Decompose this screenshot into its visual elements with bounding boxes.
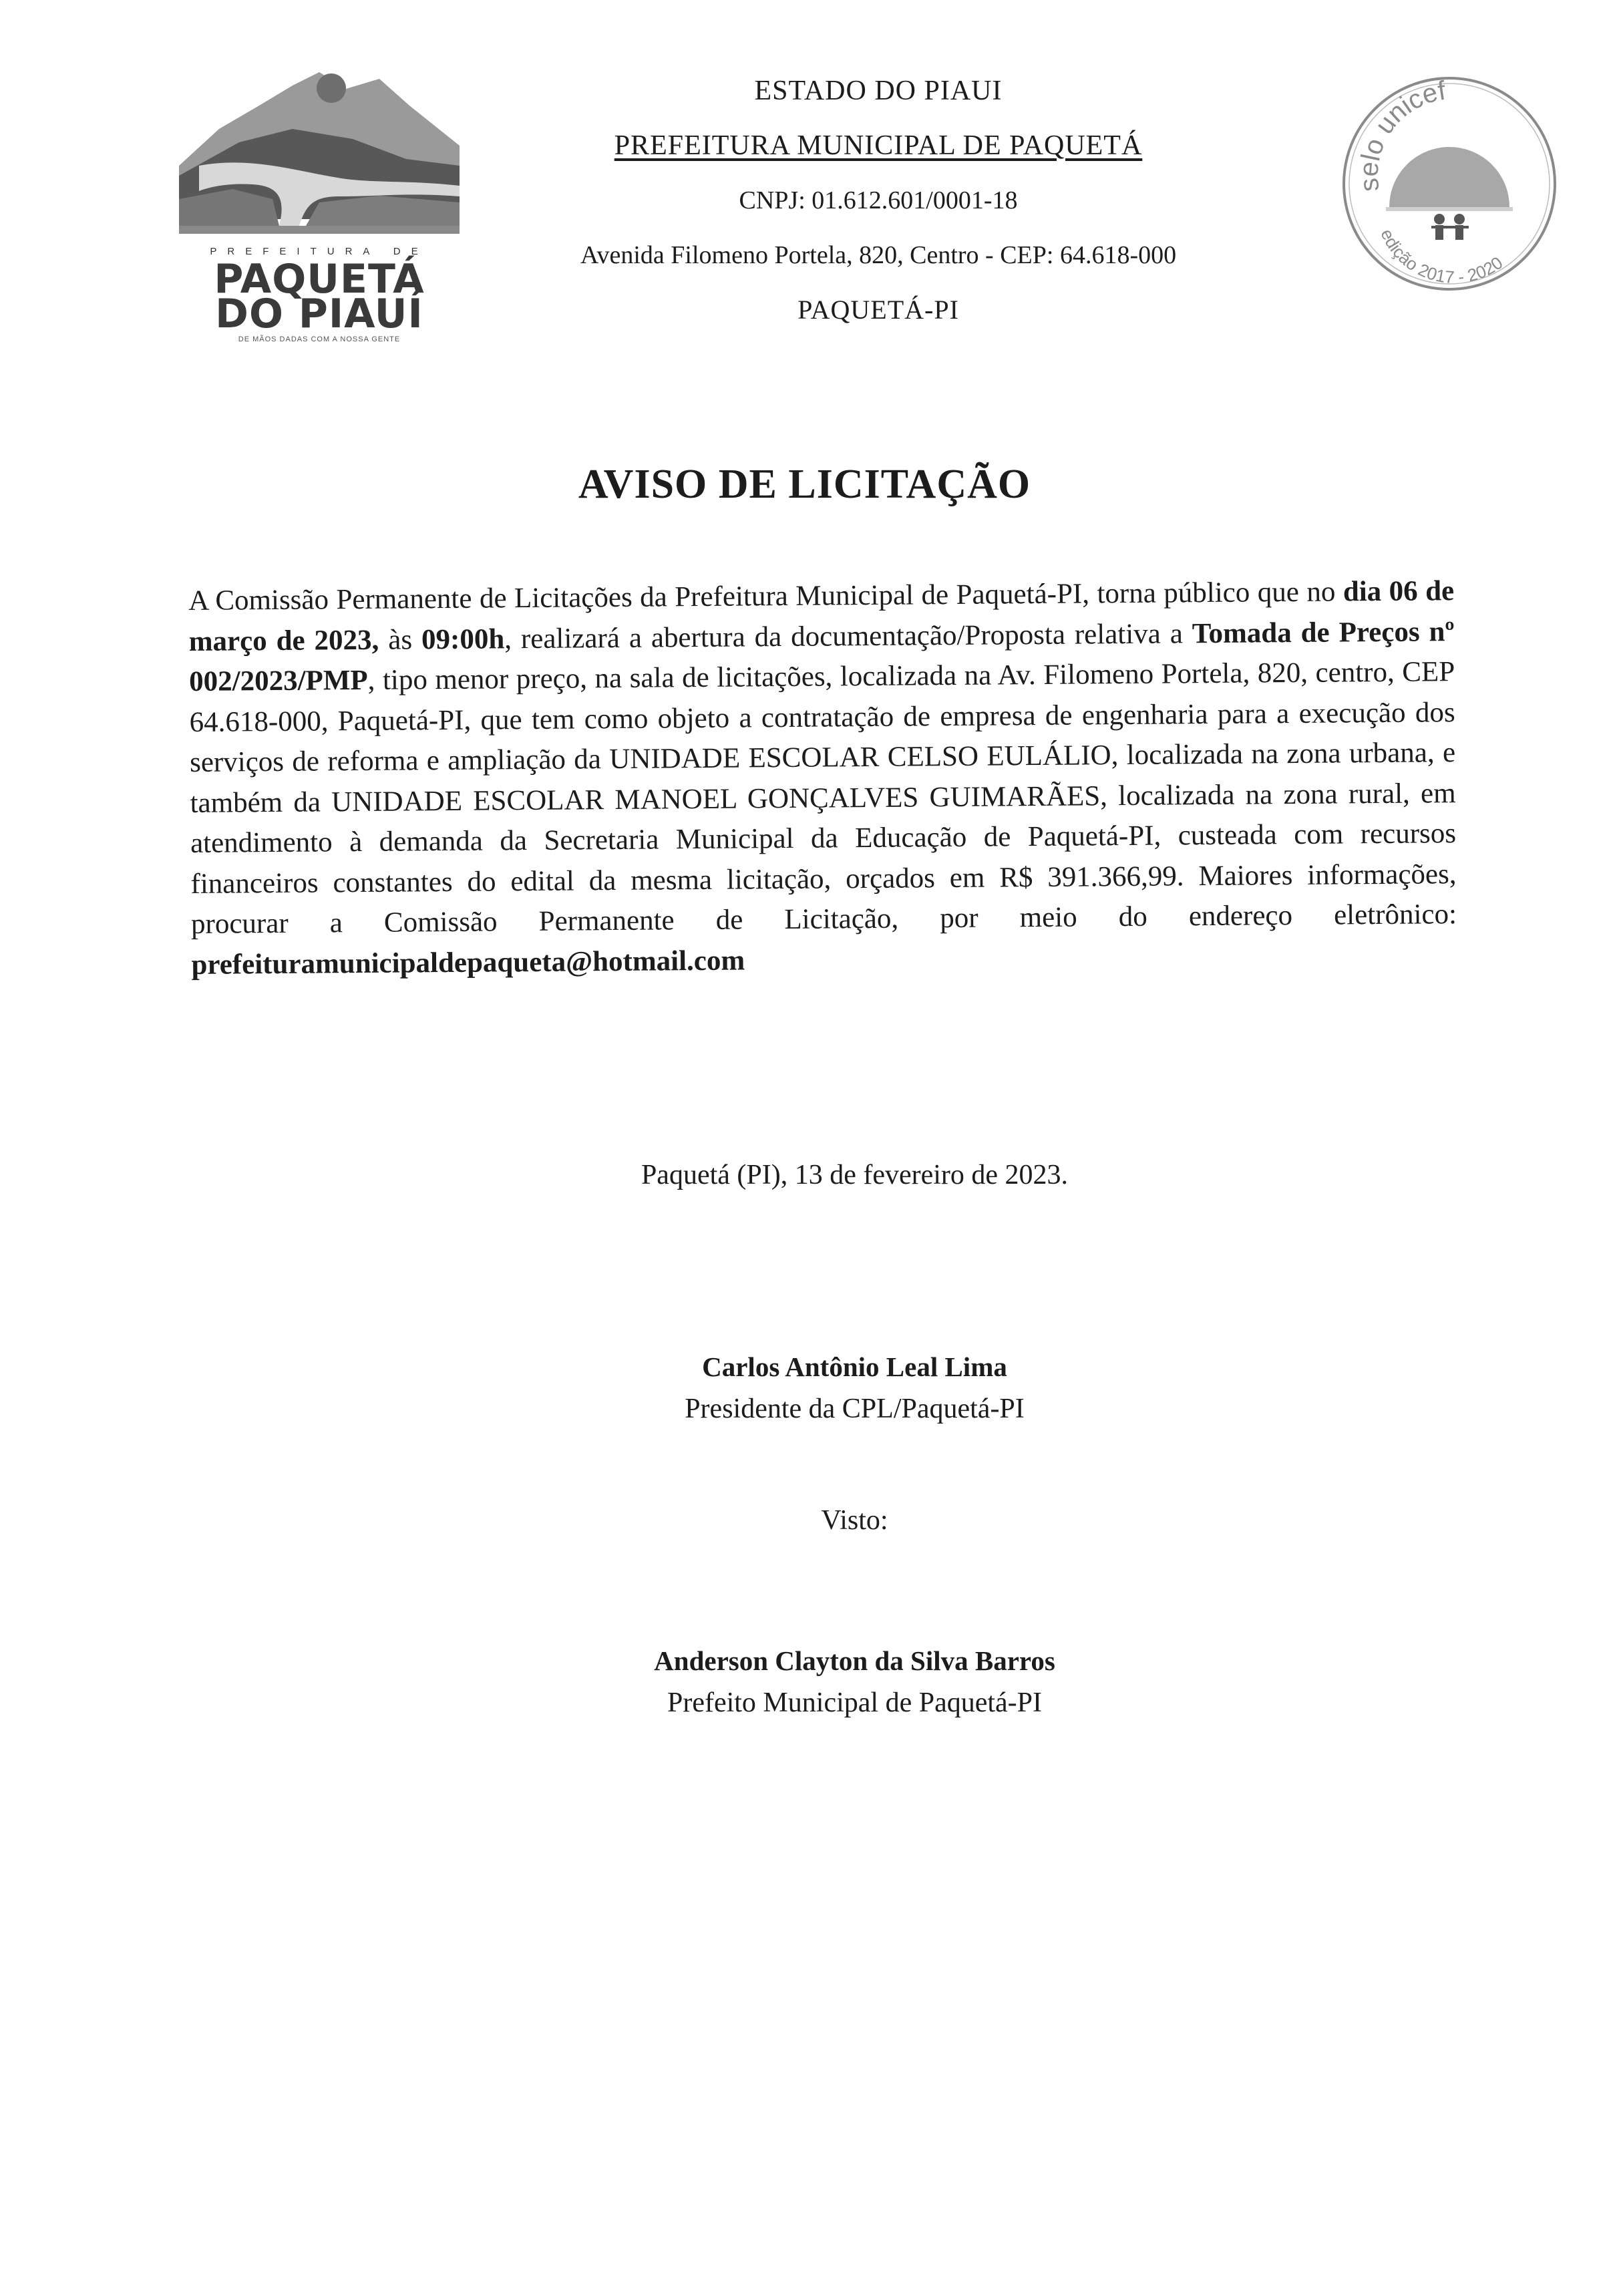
opening-date: dia 06 de março de 2023, <box>188 575 1455 657</box>
logo-name-line1: PAQUETÁ <box>214 256 425 303</box>
mayor-name: Anderson Clayton da Silva Barros <box>654 1645 1055 1676</box>
president-name: Carlos Antônio Leal Lima <box>702 1351 1007 1382</box>
body-text-3: , realizará a abertura da documentação/Proposta relativa a <box>504 617 1192 655</box>
visto-label: Visto: <box>821 1505 888 1536</box>
body-text-1: A Comissão Permanente de Licitações da Prefeitura Municipal de Paquetá-PI, torna público que no <box>188 576 1344 617</box>
notice-body <box>188 571 1457 985</box>
contact-email: prefeituramunicipaldepaqueta@hotmail.com <box>191 944 745 981</box>
opening-time: 09:00h <box>421 623 505 655</box>
seal-bottom-text: edição 2017 - 2020 <box>1377 226 1507 288</box>
municipality-name: PREFEITURA MUNICIPAL DE PAQUETÁ <box>614 130 1143 161</box>
logo-slogan: DE MÃOS DADAS COM A NOSSA GENTE <box>238 335 401 343</box>
cnpj-line: CNPJ: 01.612.601/0001-18 <box>739 186 1018 214</box>
unicef-seal <box>1339 73 1560 294</box>
unicef-seal-icon <box>1339 73 1560 294</box>
body-text-4: , tipo menor preço, na sala de licitações, localizada na Av. Filomeno Portela, 820, centro, CEP 64.618-000, Paquetá-PI, que tem como objeto a contratação de empresa de engenharia para a execução dos serviços de reforma e ampliação da UNIDADE ESCOLAR CELSO EULÁLIO, localizada na zona urbana, e também da UNIDADE ESCOLAR MANOEL GONÇALVES GUIMARÃES, localizada na zona rural, em atendimento à demanda da Secretaria Municipal da Educação de Paquetá-PI, custeada com recursos financeiros constantes do edital da mesma licitação, orçados em R$ 391.366,99. Maiores informações, procurar a Comissão Permanente de Licitação, por meio do endereço eletrônico: <box>189 656 1457 940</box>
state-name: ESTADO DO PIAUI <box>754 75 1003 106</box>
municipality-logo <box>179 65 460 346</box>
letterhead <box>468 63 1289 337</box>
address-line: Avenida Filomeno Portela, 820, Centro - CEP: 64.618-000 <box>580 241 1177 269</box>
logo-prefix-text: PREFEITURA DE <box>210 246 429 257</box>
body-text-2: às <box>379 623 422 656</box>
president-role: Presidente da CPL/Paquetá-PI <box>685 1393 1025 1424</box>
logo-name-line2: DO PIAUÍ <box>215 291 423 337</box>
notice-title: AVISO DE LICITAÇÃO <box>578 462 1031 507</box>
issue-date: Paquetá (PI), 13 de fevereiro de 2023. <box>641 1160 1069 1190</box>
tender-number: Tomada de Preços nº 002/2023/PMP <box>188 615 1455 697</box>
mountains-river-icon <box>179 65 460 246</box>
city-line: PAQUETÁ-PI <box>797 295 959 325</box>
mayor-role: Prefeito Municipal de Paquetá-PI <box>667 1687 1042 1718</box>
seal-top-text: selo unicef <box>1354 75 1448 194</box>
